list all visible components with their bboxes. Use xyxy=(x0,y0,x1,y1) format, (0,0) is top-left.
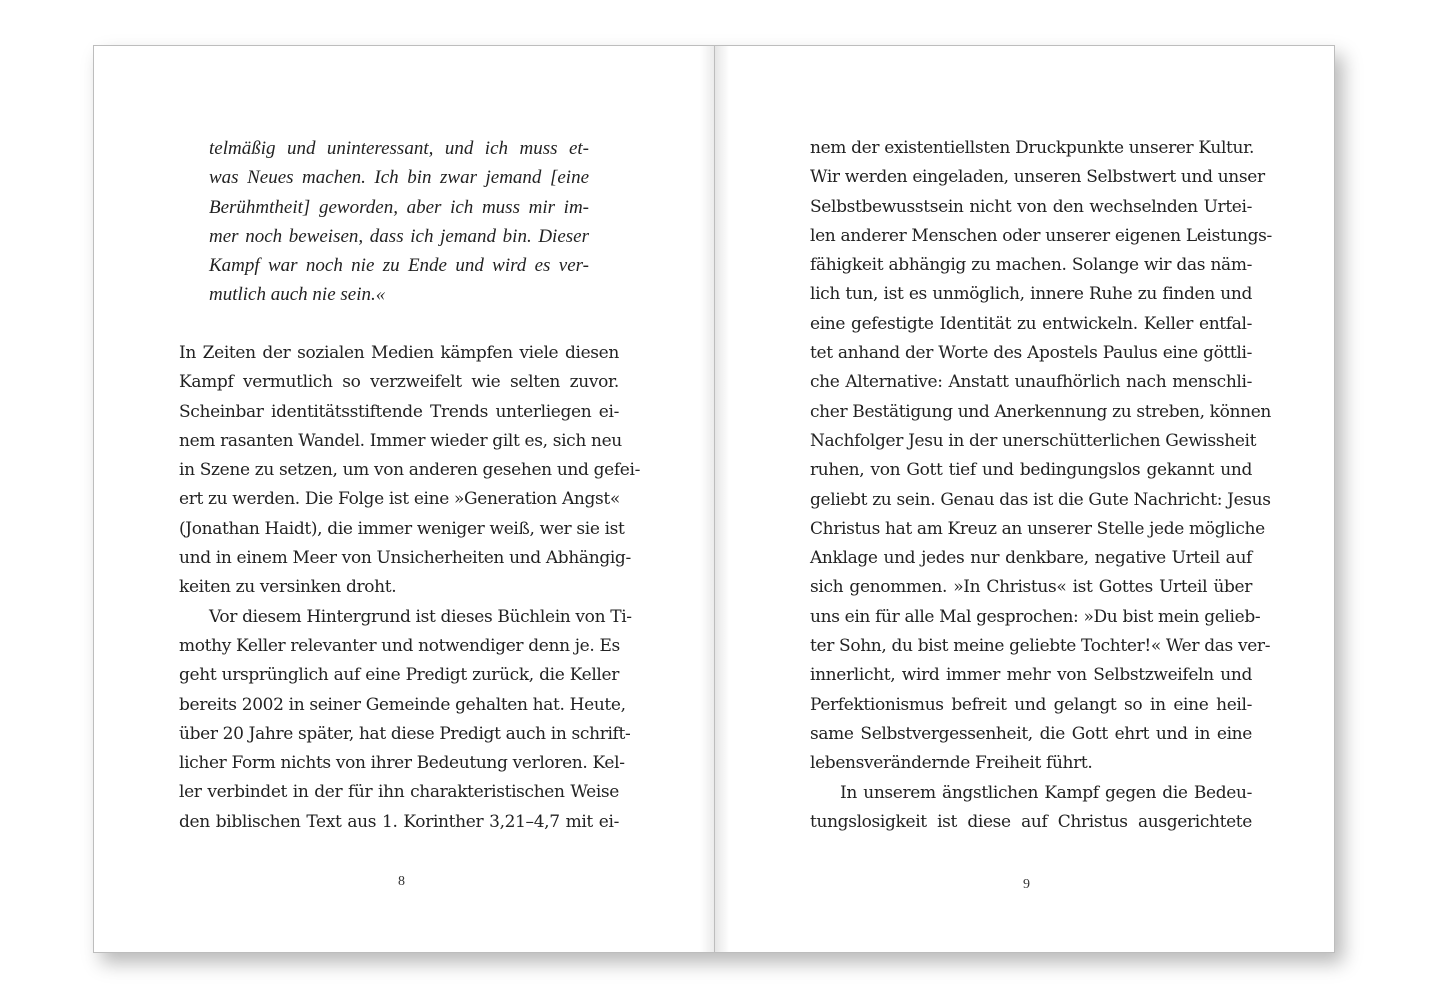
left-body-text xyxy=(179,339,640,837)
book-spread xyxy=(93,45,1335,953)
text-line: tet anhand der Worte des Apostels Paulus eine göttli- xyxy=(810,343,1252,364)
text-line: Scheinbar identitätsstiftende Trends unterliegen ei- xyxy=(179,401,619,422)
text-line: Wir werden eingeladen, unseren Selbstwert und unser xyxy=(810,167,1265,188)
text-line: nem rasanten Wandel. Immer wieder gilt es, sich neu xyxy=(179,430,622,451)
text-line: ruhen, von Gott tief und bedingungslos gekannt und xyxy=(810,460,1252,481)
text-line: Selbstbewusstsein nicht von den wechselnden Urtei- xyxy=(810,196,1252,217)
text-line: ert zu werden. Die Folge ist eine »Generation Angst« xyxy=(179,489,620,510)
text-line: che Alternative: Anstatt unaufhörlich nach menschli- xyxy=(810,372,1252,393)
text-line: ler verbindet in der für ihn charakteristischen Weise xyxy=(179,782,619,803)
text-line: fähigkeit abhängig zu machen. Solange wir das näm- xyxy=(810,255,1252,276)
text-line: ter Sohn, du bist meine geliebte Tochter!« Wer das ver- xyxy=(810,636,1271,657)
right-body-text xyxy=(810,134,1272,837)
text-line: den biblischen Text aus 1. Korinther 3,21–4,7 mit ei- xyxy=(179,811,619,832)
quote-line: mutlich auch nie sein.« xyxy=(209,284,386,306)
text-line: geht ursprünglich auf eine Predigt zurück, die Keller xyxy=(179,665,619,686)
text-line: In unserem ängstlichen Kampf gegen die Bedeu- xyxy=(840,782,1252,803)
right-page xyxy=(714,45,1335,953)
left-page xyxy=(93,45,715,953)
text-line: Kampf vermutlich so verzweifelt wie selten zuvor. xyxy=(179,372,619,393)
text-line: sich genommen. »In Christus« ist Gottes Urteil über xyxy=(810,577,1252,598)
text-line: Perfektionismus befreit und gelangt so in eine heil- xyxy=(810,694,1252,715)
text-line: innerlicht, wird immer mehr von Selbstzweifeln und xyxy=(810,665,1252,686)
text-line: geliebt zu sein. Genau das ist die Gute Nachricht: Jesus xyxy=(810,489,1271,510)
text-line: Anklage und jedes nur denkbare, negative Urteil auf xyxy=(810,548,1252,569)
quote-line: Berühmtheit] geworden, aber ich muss mir im- xyxy=(209,196,589,218)
page-number: 8 xyxy=(398,874,405,889)
text-line: bereits 2002 in seiner Gemeinde gehalten hat. Heute, xyxy=(179,694,626,715)
text-line: lich tun, ist es unmöglich, innere Ruhe zu finden und xyxy=(810,284,1252,305)
gutter-shadow xyxy=(700,46,714,952)
quote-line: telmäßig und uninteressant, und ich muss et- xyxy=(209,138,589,159)
text-line: Christus hat am Kreuz an unserer Stelle jede mögliche xyxy=(810,518,1265,539)
text-line: Vor diesem Hintergrund ist dieses Büchlein von Ti- xyxy=(209,606,632,627)
text-line: keiten zu versinken droht. xyxy=(179,577,397,598)
text-line: (Jonathan Haidt), die immer weniger weiß, wer sie ist xyxy=(179,518,625,539)
text-line: In Zeiten der sozialen Medien kämpfen viele diesen xyxy=(179,343,619,363)
text-line: len anderer Menschen oder unserer eigenen Leistungs- xyxy=(810,225,1272,246)
text-line: eine gefestigte Identität zu entwickeln. Keller entfal- xyxy=(810,313,1252,334)
text-line: lebensverändernde Freiheit führt. xyxy=(810,753,1093,774)
text-line: uns ein für alle Mal gesprochen: »Du bist mein gelieb- xyxy=(810,606,1261,627)
text-line: same Selbstvergessenheit, die Gott ehrt und in eine xyxy=(810,723,1252,744)
quote-line: Kampf war noch nie zu Ende und wird es ver- xyxy=(209,255,589,277)
text-line: nem der existentiellsten Druckpunkte unserer Kultur. xyxy=(810,138,1255,158)
text-line: über 20 Jahre später, hat diese Predigt auch in schrift- xyxy=(179,723,631,744)
text-line: in Szene zu setzen, um von anderen gesehen und gefei- xyxy=(179,460,640,481)
quote-line: was Neues machen. Ich bin zwar jemand [eine xyxy=(209,167,589,189)
text-line: mothy Keller relevanter und notwendiger denn je. Es xyxy=(179,635,620,656)
text-line: licher Form nichts von ihrer Bedeutung verloren. Kel- xyxy=(179,753,625,774)
text-line: Nachfolger Jesu in der unerschütterlichen Gewissheit xyxy=(810,430,1257,451)
text-line: cher Bestätigung und Anerkennung zu streben, können xyxy=(810,401,1272,422)
quote-line: mer noch beweisen, dass ich jemand bin. Dieser xyxy=(209,225,589,247)
gutter-shadow xyxy=(715,46,729,952)
block-quote xyxy=(209,134,589,310)
text-line: tungslosigkeit ist diese auf Christus ausgerichtete xyxy=(810,811,1252,832)
page-number: 9 xyxy=(1023,877,1030,892)
text-line: und in einem Meer von Unsicherheiten und Abhängig- xyxy=(179,548,631,569)
